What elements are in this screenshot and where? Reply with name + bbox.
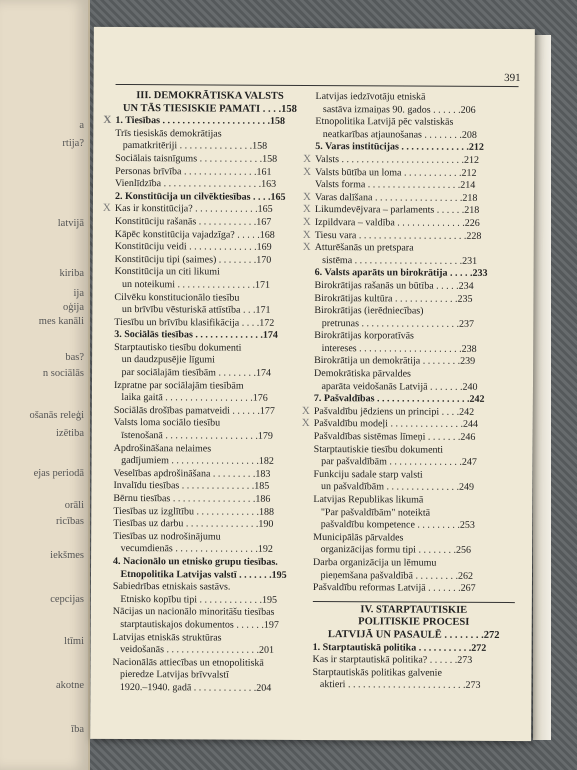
pencil-mark: X	[301, 404, 310, 417]
left-page-fragment: orāli	[64, 500, 84, 511]
toc-entry-text: Demokrātiska pārvaldes	[314, 368, 412, 380]
toc-entry-text: 1920.–1940. gadā . . . . . . . . . . . . .204	[112, 681, 272, 694]
toc-column-right	[301, 91, 517, 693]
toc-entry-text: pieņemšana pašvaldībā . . . . . . . . .262	[312, 569, 473, 582]
toc-entry	[315, 104, 517, 118]
toc-entry	[315, 255, 517, 269]
toc-entry-text: par pašvaldībām . . . . . . . . . . . . . . .247	[313, 456, 477, 469]
toc-entry	[313, 629, 515, 643]
left-page-fragment: a	[79, 120, 84, 131]
toc-entry	[315, 267, 517, 281]
toc-entry	[115, 191, 304, 205]
left-page-fragment: cepcijas	[50, 594, 84, 605]
toc-entry	[314, 280, 516, 294]
toc-entry	[313, 507, 515, 521]
toc-entry	[113, 506, 302, 520]
pencil-mark: X	[302, 203, 311, 216]
toc-entry	[314, 381, 516, 395]
toc-entry	[114, 291, 303, 305]
left-page-fragment: oģija	[63, 302, 84, 313]
toc-entry	[114, 279, 303, 293]
pencil-mark: X	[303, 165, 312, 178]
toc-entry	[313, 494, 515, 508]
toc-entry	[313, 616, 515, 630]
left-page-fragment: akotne	[56, 680, 84, 691]
toc-entry	[114, 304, 303, 318]
toc-entry-text: un noteikumi . . . . . . . . . . . . . . . .171	[114, 278, 271, 291]
toc-entry	[114, 380, 303, 394]
toc-entry-text: Tiesu vara . . . . . . . . . . . . . . . . . . . . . .228	[314, 229, 482, 242]
toc-entry	[115, 90, 304, 104]
toc-entry-text: Valsts forma . . . . . . . . . . . . . . . . . . .214	[315, 179, 476, 192]
toc-entry-text: vecumdienās . . . . . . . . . . . . . . . . .192	[113, 543, 273, 556]
toc-entry	[302, 241, 517, 256]
toc-entry	[313, 469, 515, 483]
toc-entry-text: Birokrātijas korporatīvās	[314, 330, 414, 342]
toc-entry-text: Etnopolitika Latvijā pēc valstiskās	[315, 116, 454, 128]
toc-entry	[301, 417, 516, 432]
toc-entry-text: 1. Tiesības . . . . . . . . . . . . . . . . . . . . . .158	[115, 115, 286, 128]
toc-entry-text: Nacionālās attiecības un etnopolitiskā	[112, 656, 264, 669]
toc-entry	[113, 619, 302, 633]
left-page-fragment: kiriba	[59, 268, 84, 279]
toc-entry-text: Invalīdu tiesības . . . . . . . . . . . . . . .185	[113, 480, 270, 493]
toc-entry	[113, 556, 302, 570]
toc-entry-text: 7. Pašvaldības . . . . . . . . . . . . . . . . . . .242	[313, 393, 485, 406]
toc-entry	[113, 518, 302, 532]
toc-entry-text: Sociālās drošības pamatveidi . . . . . .177	[113, 404, 275, 417]
toc-entry	[114, 455, 303, 469]
toc-entry-text: pretrunas . . . . . . . . . . . . . . . . . . . .237	[314, 317, 475, 330]
toc-entry-text: sistēma . . . . . . . . . . . . . . . . . . . . . .231	[314, 254, 478, 267]
toc-entry	[314, 368, 516, 382]
left-page-fragment: ltīmi	[64, 636, 84, 647]
pencil-mark: X	[302, 190, 311, 203]
pencil-mark: X	[302, 241, 311, 254]
toc-entry	[314, 318, 516, 332]
toc-entry-text: Starptautiskās politikas galvenie	[312, 666, 442, 679]
toc-entry	[313, 654, 515, 668]
toc-entry-text: Etnopolitika Latvijas valstī . . . . . . .195	[112, 568, 287, 581]
toc-entry-text: Likumdevējvara – parlaments . . . . . .218	[314, 204, 480, 217]
toc-entry-text: Konstitūciju veidi . . . . . . . . . . . . . .169	[114, 241, 272, 253]
toc-entry	[302, 228, 517, 244]
toc-entry-text: intereses . . . . . . . . . . . . . . . . . . . . .238	[314, 342, 477, 355]
toc-entry-text: veidošanās . . . . . . . . . . . . . . . . . . .201	[112, 644, 275, 656]
toc-entry	[314, 355, 516, 369]
toc-entry-text: Konstitūciju rašanās . . . . . . . . . . . .167	[114, 215, 272, 228]
toc-entry-text: Veselības apdrošināšana . . . . . . . . .183	[113, 467, 271, 480]
toc-entry-text: Starptautisko tiesību dokumenti	[114, 341, 242, 354]
toc-entry-text: UN TĀS TIESISKIE PAMATI . . . .158	[122, 102, 297, 115]
toc-entry-text: Tiesības uz darbu . . . . . . . . . . . . . . .190	[113, 518, 274, 530]
toc-entry-text: Sabiedrības etniskais sastāvs.	[112, 581, 231, 593]
toc-entry-text: laika gaitā . . . . . . . . . . . . . . . . . .176	[113, 392, 268, 405]
page-edge	[533, 35, 551, 740]
toc-entry-text: Funkciju sadale starp valsti	[313, 468, 423, 481]
toc-entry-text: par sociālajām tiesībām . . . . . . . .174	[114, 367, 272, 379]
toc-entry	[313, 601, 515, 618]
toc-entry	[114, 354, 303, 368]
toc-entry	[113, 594, 302, 608]
toc-entry	[314, 393, 516, 407]
toc-entry-text: sastāva izmaiņas 90. gados . . . . . .206	[315, 103, 476, 116]
toc-entry-text: Apdrošināšana nelaimes	[113, 442, 212, 455]
toc-entry	[315, 91, 517, 105]
toc-entry-text: Valsts būtība un loma . . . . . . . . . . . .212	[315, 166, 477, 179]
toc-entry	[115, 153, 304, 167]
toc-entry-text: III. DEMOKRĀTISKA VALSTS	[136, 90, 284, 102]
toc-entry	[301, 404, 516, 420]
toc-entry	[302, 190, 517, 206]
left-page-fragment: latvijā	[57, 218, 84, 229]
toc-entry-text: Varas dalīšana . . . . . . . . . . . . . . . . . .218	[314, 191, 478, 204]
pencil-mark: X	[302, 228, 311, 241]
toc-entry	[314, 444, 516, 458]
toc-entry	[303, 152, 517, 168]
toc-entry	[314, 431, 516, 445]
toc-entry	[103, 114, 304, 129]
toc-entry	[112, 669, 301, 683]
toc-entry	[114, 317, 303, 331]
left-page-fragment: izētiba	[56, 428, 84, 439]
toc-entry-text: un brīvību vēsturiskā attīstība . . .171	[114, 304, 271, 316]
toc-column-left	[102, 90, 304, 695]
toc-entry-text: Pašvaldību jēdziens un principi . . . .242	[313, 405, 475, 418]
toc-entry-text: 5. Varas institūcijas . . . . . . . . . . . . . .212	[315, 141, 484, 154]
toc-entry	[114, 443, 303, 457]
toc-entry	[113, 493, 302, 507]
toc-entry	[303, 165, 517, 181]
toc-entry-text: Latvijas Republikas likumā	[313, 494, 424, 506]
toc-entry	[313, 544, 515, 558]
toc-entry-text: Birokrātijas (ierēdniecības)	[314, 305, 424, 317]
toc-entry	[114, 430, 303, 444]
toc-entry	[115, 254, 304, 268]
toc-entry	[115, 178, 304, 192]
toc-entry-text: Kas ir starptautiskā politika? . . . . . .273	[312, 654, 473, 666]
toc-entry	[115, 166, 304, 180]
left-page-fragment: ija	[73, 288, 84, 299]
pencil-mark: X	[103, 114, 112, 127]
toc-entry-text: Izpildvara – valdība . . . . . . . . . . . . . .226	[314, 216, 480, 229]
toc-entry	[114, 367, 303, 381]
toc-entry	[313, 481, 515, 495]
toc-entry-text: pamatkritēriji . . . . . . . . . . . . . . .158	[115, 140, 268, 153]
pencil-mark: X	[302, 215, 311, 228]
header-rule	[116, 84, 519, 87]
toc-entry-text: Bērnu tiesības . . . . . . . . . . . . . . . . .186	[113, 492, 271, 505]
toc-entry-text: Kāpēc konstitūcija vajadzīga? . . . . .168	[114, 228, 275, 241]
toc-entry	[313, 582, 515, 596]
pencil-mark: X	[102, 202, 111, 215]
toc-entry-text: pašvaldību kompetence . . . . . . . . .253	[313, 519, 475, 532]
toc-entry-text: "Par pašvaldībām" noteiktā	[313, 506, 431, 519]
toc-entry	[113, 468, 302, 482]
toc-entry	[313, 570, 515, 584]
toc-entry	[314, 456, 516, 470]
toc-entry-text: Starptautiskie tiesību dokumenti	[313, 443, 444, 456]
toc-entry-text: organizācijas formu tipi . . . . . . . .256	[313, 544, 472, 557]
left-page	[0, 0, 90, 770]
toc-entry-text: Konstitūciju tipi (saimes) . . . . . . . .170	[114, 253, 272, 266]
toc-entry-text: Trīs tiesiskās demokrātijas	[115, 127, 222, 140]
toc-entry	[112, 682, 301, 696]
book-page	[90, 27, 535, 741]
left-page-fragment: mes kanāli	[38, 316, 84, 327]
toc-entry-text: Konstitūcija un citi likumi	[114, 266, 220, 278]
left-page-fragment: rtija?	[62, 138, 84, 149]
toc-entry-text: Municipālās pārvaldes	[313, 531, 404, 544]
toc-entry-text: Etnisko kopību tipi . . . . . . . . . . . . .195	[112, 593, 278, 606]
toc-entry	[113, 531, 302, 545]
toc-entry	[113, 569, 302, 583]
toc-entry	[302, 215, 517, 231]
toc-entry	[115, 228, 304, 242]
toc-entry	[113, 631, 302, 645]
toc-entry	[115, 128, 304, 142]
left-page-fragment: ejas periodā	[33, 468, 84, 479]
toc-entry	[313, 532, 515, 546]
toc-entry	[114, 405, 303, 419]
left-page-fragment: ošanās releģi	[29, 410, 84, 421]
toc-entry	[313, 557, 515, 571]
toc-entry	[113, 543, 302, 557]
page-number: 391	[504, 71, 521, 85]
toc-entry	[314, 305, 516, 319]
toc-entry-text: Pašvaldību reformas Latvijā . . . . . . .267	[312, 582, 476, 595]
toc-entry	[113, 581, 302, 595]
toc-entry-text: Birokrātijas rašanās un būtība . . . . .234	[314, 279, 474, 292]
toc-entry	[313, 642, 515, 656]
toc-entry-text: Personas brīvība . . . . . . . . . . . . . . .161	[115, 165, 272, 178]
toc-entry-text: pieredze Latvijas brīvvalstī	[112, 669, 229, 681]
toc-entry	[114, 392, 303, 406]
toc-entry	[113, 657, 302, 671]
toc-entry-text: Kas ir konstitūcija? . . . . . . . . . . . . .165	[114, 203, 273, 216]
left-page-fragment: iekšmes	[50, 550, 84, 561]
toc-entry	[113, 644, 302, 658]
toc-entry-text: LATVIJĀ UN PASAULĒ . . . . . . . .272	[327, 629, 500, 641]
toc-entry	[315, 116, 517, 130]
toc-entry-text: 6. Valsts aparāts un birokrātija . . . . .233	[314, 267, 488, 280]
toc-entry-text: Vienlīdzība . . . . . . . . . . . . . . . . . . . .163	[115, 178, 277, 190]
toc-entry-text: 1. Starptautiskā politika . . . . . . . . . . .272	[312, 641, 487, 654]
toc-entry	[115, 140, 304, 154]
toc-entry	[114, 329, 303, 343]
toc-entry-text: Cilvēku konstitucionālo tiesību	[114, 291, 240, 304]
toc-entry-text: īstenošanā . . . . . . . . . . . . . . . . . . .179	[113, 429, 273, 442]
toc-entry-text: Tiesību un brīvību klasifikācija . . . .172	[114, 316, 275, 329]
toc-entry-text: Darba organizācija un lēmumu	[313, 556, 437, 569]
toc-entry-text: Pašvaldības sistēmas līmeņi . . . . . . .246	[313, 431, 476, 443]
toc-entry	[313, 519, 515, 533]
toc-entry	[315, 141, 517, 155]
toc-entry	[102, 202, 304, 217]
toc-entry-text: Atturēšanās un pretspara	[314, 242, 414, 254]
toc-entry-text: Valsts . . . . . . . . . . . . . . . . . . . . . . . . .212	[315, 153, 480, 166]
toc-entry	[114, 417, 303, 431]
toc-entry	[114, 342, 303, 356]
left-page-fragment: bas?	[65, 352, 84, 363]
toc-entry	[115, 103, 304, 117]
toc-entry	[113, 606, 302, 620]
toc-entry-text: un daudzpusējie līgumi	[114, 354, 215, 366]
toc-entry-text: neatkarības atjaunošanas . . . . . . . .208	[315, 128, 477, 141]
toc-entry-text: gadījumiem . . . . . . . . . . . . . . . . . .182	[113, 455, 274, 468]
toc-entry-text: un pašvaldībām . . . . . . . . . . . . . . .249	[313, 481, 475, 494]
toc-entry-text: 2. Konstitūcija un cilvēktiesības . . . .165	[114, 190, 286, 203]
toc-entry-text: Birokrātija un demokrātija . . . . . . . .239	[314, 355, 476, 368]
toc-entry-text: Sociālais taisnīgums . . . . . . . . . . . . .158	[115, 152, 278, 165]
left-page-fragment: ricības	[56, 516, 84, 527]
toc-entry	[113, 480, 302, 494]
toc-entry	[115, 241, 304, 255]
toc-entry-text: aparāta veidošanās Latvijā . . . . . . .240	[313, 380, 478, 393]
toc-entry-text: Valsts loma sociālo tiesību	[113, 417, 221, 429]
toc-entry-text: aktieri . . . . . . . . . . . . . . . . . . . . . . . .273	[312, 679, 481, 692]
pencil-mark: X	[303, 152, 312, 165]
toc-entry-text: Latvijas iedzīvotāju etniskā	[315, 91, 426, 103]
toc-entry-text: Latvijas etniskās struktūras	[112, 631, 222, 644]
pencil-mark: X	[301, 417, 310, 430]
toc-entry-text: 3. Sociālās tiesības . . . . . . . . . . . . . .174	[114, 329, 278, 342]
toc-entry-text: POLITISKIE PROCESI	[358, 616, 470, 629]
toc-entry	[115, 216, 304, 230]
toc-entry-text: Izpratne par sociālajām tiesībām	[113, 379, 244, 392]
toc-entry	[302, 203, 517, 218]
toc-entry-text: Birokrātijas kultūra . . . . . . . . . . . . .235	[314, 292, 473, 305]
toc-entry	[312, 679, 514, 693]
toc-entry	[115, 266, 304, 280]
toc-entry-text: starptautiskajos dokumentos . . . . . .197	[112, 618, 279, 631]
toc-entry	[314, 343, 516, 357]
toc-entry	[314, 330, 516, 344]
toc-entry-text: IV. STARPTAUTISKIE	[360, 604, 468, 616]
toc-entry-text: 4. Nacionālo un etnisko grupu tiesības.	[113, 555, 278, 568]
toc-entry-text: Tiesības uz nodrošinājumu	[113, 530, 221, 543]
toc-entry-text: Pašvaldību modeļi . . . . . . . . . . . . . . .244	[313, 418, 478, 431]
toc-entry	[315, 179, 517, 193]
toc-entry-text: Nācijas un nacionālo minoritāšu tiesības	[112, 606, 275, 619]
left-page-fragment: ība	[71, 724, 84, 735]
toc-entry	[312, 667, 514, 681]
toc-entry	[315, 129, 517, 143]
left-page-fragment: n sociālās	[42, 368, 84, 379]
toc-entry-text: Tiesības uz izglītību . . . . . . . . . . . . .188	[113, 505, 275, 518]
toc-entry	[314, 293, 516, 307]
